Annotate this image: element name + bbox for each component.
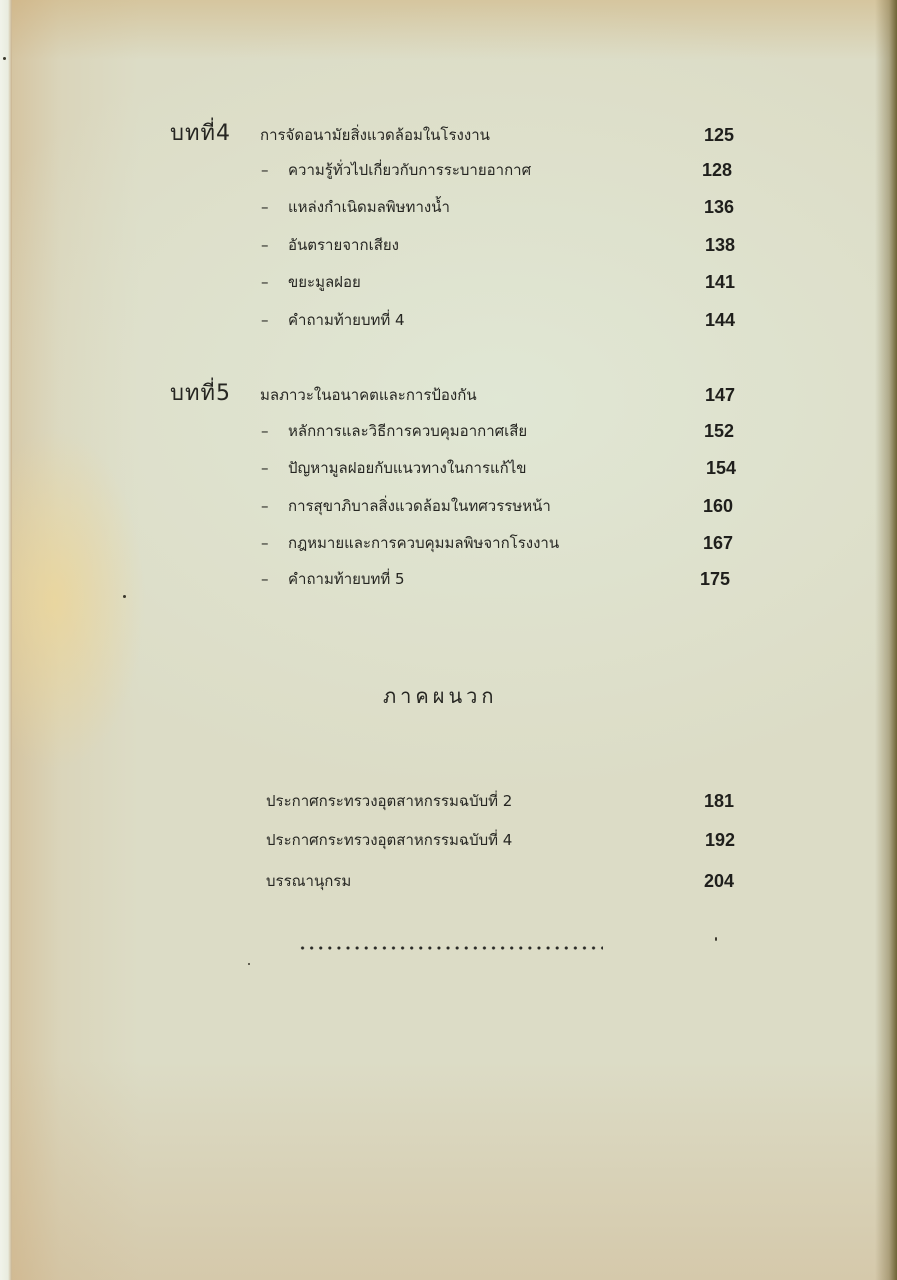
page-number: 204 [704,871,735,891]
chapter-label: บทที่4 [170,121,231,146]
section-title: คำถามท้ายบทที่ 5 [288,570,405,588]
page-number: 125 [704,125,735,145]
bullet-dash: – [261,570,269,588]
section-title: การสุขาภิบาลสิ่งแวดล้อมในทศวรรษหน้า [288,497,551,515]
page-number: 160 [703,496,734,516]
page-right-edge-shadow [875,0,897,1280]
section-row [0,196,897,222]
section-title: กฎหมายและการควบคุมมลพิษจากโรงงาน [288,534,560,552]
bullet-dash: – [261,497,269,515]
bullet-dash: – [261,459,269,477]
section-row [0,159,897,185]
page-number: 144 [705,310,736,330]
page-number: 192 [705,830,736,850]
bullet-dash: – [261,273,269,291]
bullet-dash: – [261,236,269,254]
page-left-edge [0,0,12,1280]
section-title: หลักการและวิธีการควบคุมอากาศเสีย [288,422,528,440]
section-title: ขยะมูลฝอย [288,273,361,291]
page-number: 181 [704,791,735,811]
section-row [0,271,897,297]
page-number: 175 [700,569,731,589]
paper-speck [715,937,717,941]
section-title: อันตรายจากเสียง [288,236,399,254]
page-number: 136 [704,197,735,217]
chapter-label: บทที่5 [170,381,231,406]
section-title: ปัญหามูลฝอยกับแนวทางในการแก้ไข [288,459,527,477]
section-row [0,495,897,521]
appendix-row [0,790,897,816]
section-row [0,234,897,260]
page-number: 138 [705,235,736,255]
appendix-heading: ภาคผนวก [383,684,498,708]
chapter-title: การจัดอนามัยสิ่งแวดล้อมในโรงงาน [260,126,490,144]
appendix-title: ประกาศกระทรวงอุตสาหกรรมฉบับที่ 4 [266,831,513,849]
section-row [0,420,897,446]
page-number: 128 [702,160,733,180]
page-number: 167 [703,533,734,553]
page-number: 147 [705,385,736,405]
chapter-heading-row [0,120,897,150]
chapter-title: มลภาวะในอนาคตและการป้องกัน [260,386,477,404]
bullet-dash: – [261,534,269,552]
section-title: คำถามท้ายบทที่ 4 [288,311,405,329]
appendix-title: ประกาศกระทรวงอุตสาหกรรมฉบับที่ 2 [266,792,513,810]
dotted-end-rule [298,943,603,953]
appendix-row [0,870,897,896]
chapter-heading-row [0,380,897,410]
page-number: 154 [706,458,737,478]
section-row [0,309,897,335]
section-row [0,568,897,594]
bullet-dash: – [261,198,269,216]
bullet-dash: – [261,311,269,329]
paper-speck [248,963,250,965]
section-row [0,457,897,483]
section-title: ความรู้ทั่วไปเกี่ยวกับการระบายอากาศ [288,161,532,179]
appendix-title: บรรณานุกรม [266,872,352,890]
appendix-row [0,829,897,855]
paper-speck [123,595,126,598]
section-row [0,532,897,558]
bullet-dash: – [261,161,269,179]
paper-speck [3,57,6,60]
page-number: 141 [705,272,736,292]
bullet-dash: – [261,422,269,440]
page-number: 152 [704,421,735,441]
section-title: แหล่งกำเนิดมลพิษทางน้ำ [288,198,450,216]
